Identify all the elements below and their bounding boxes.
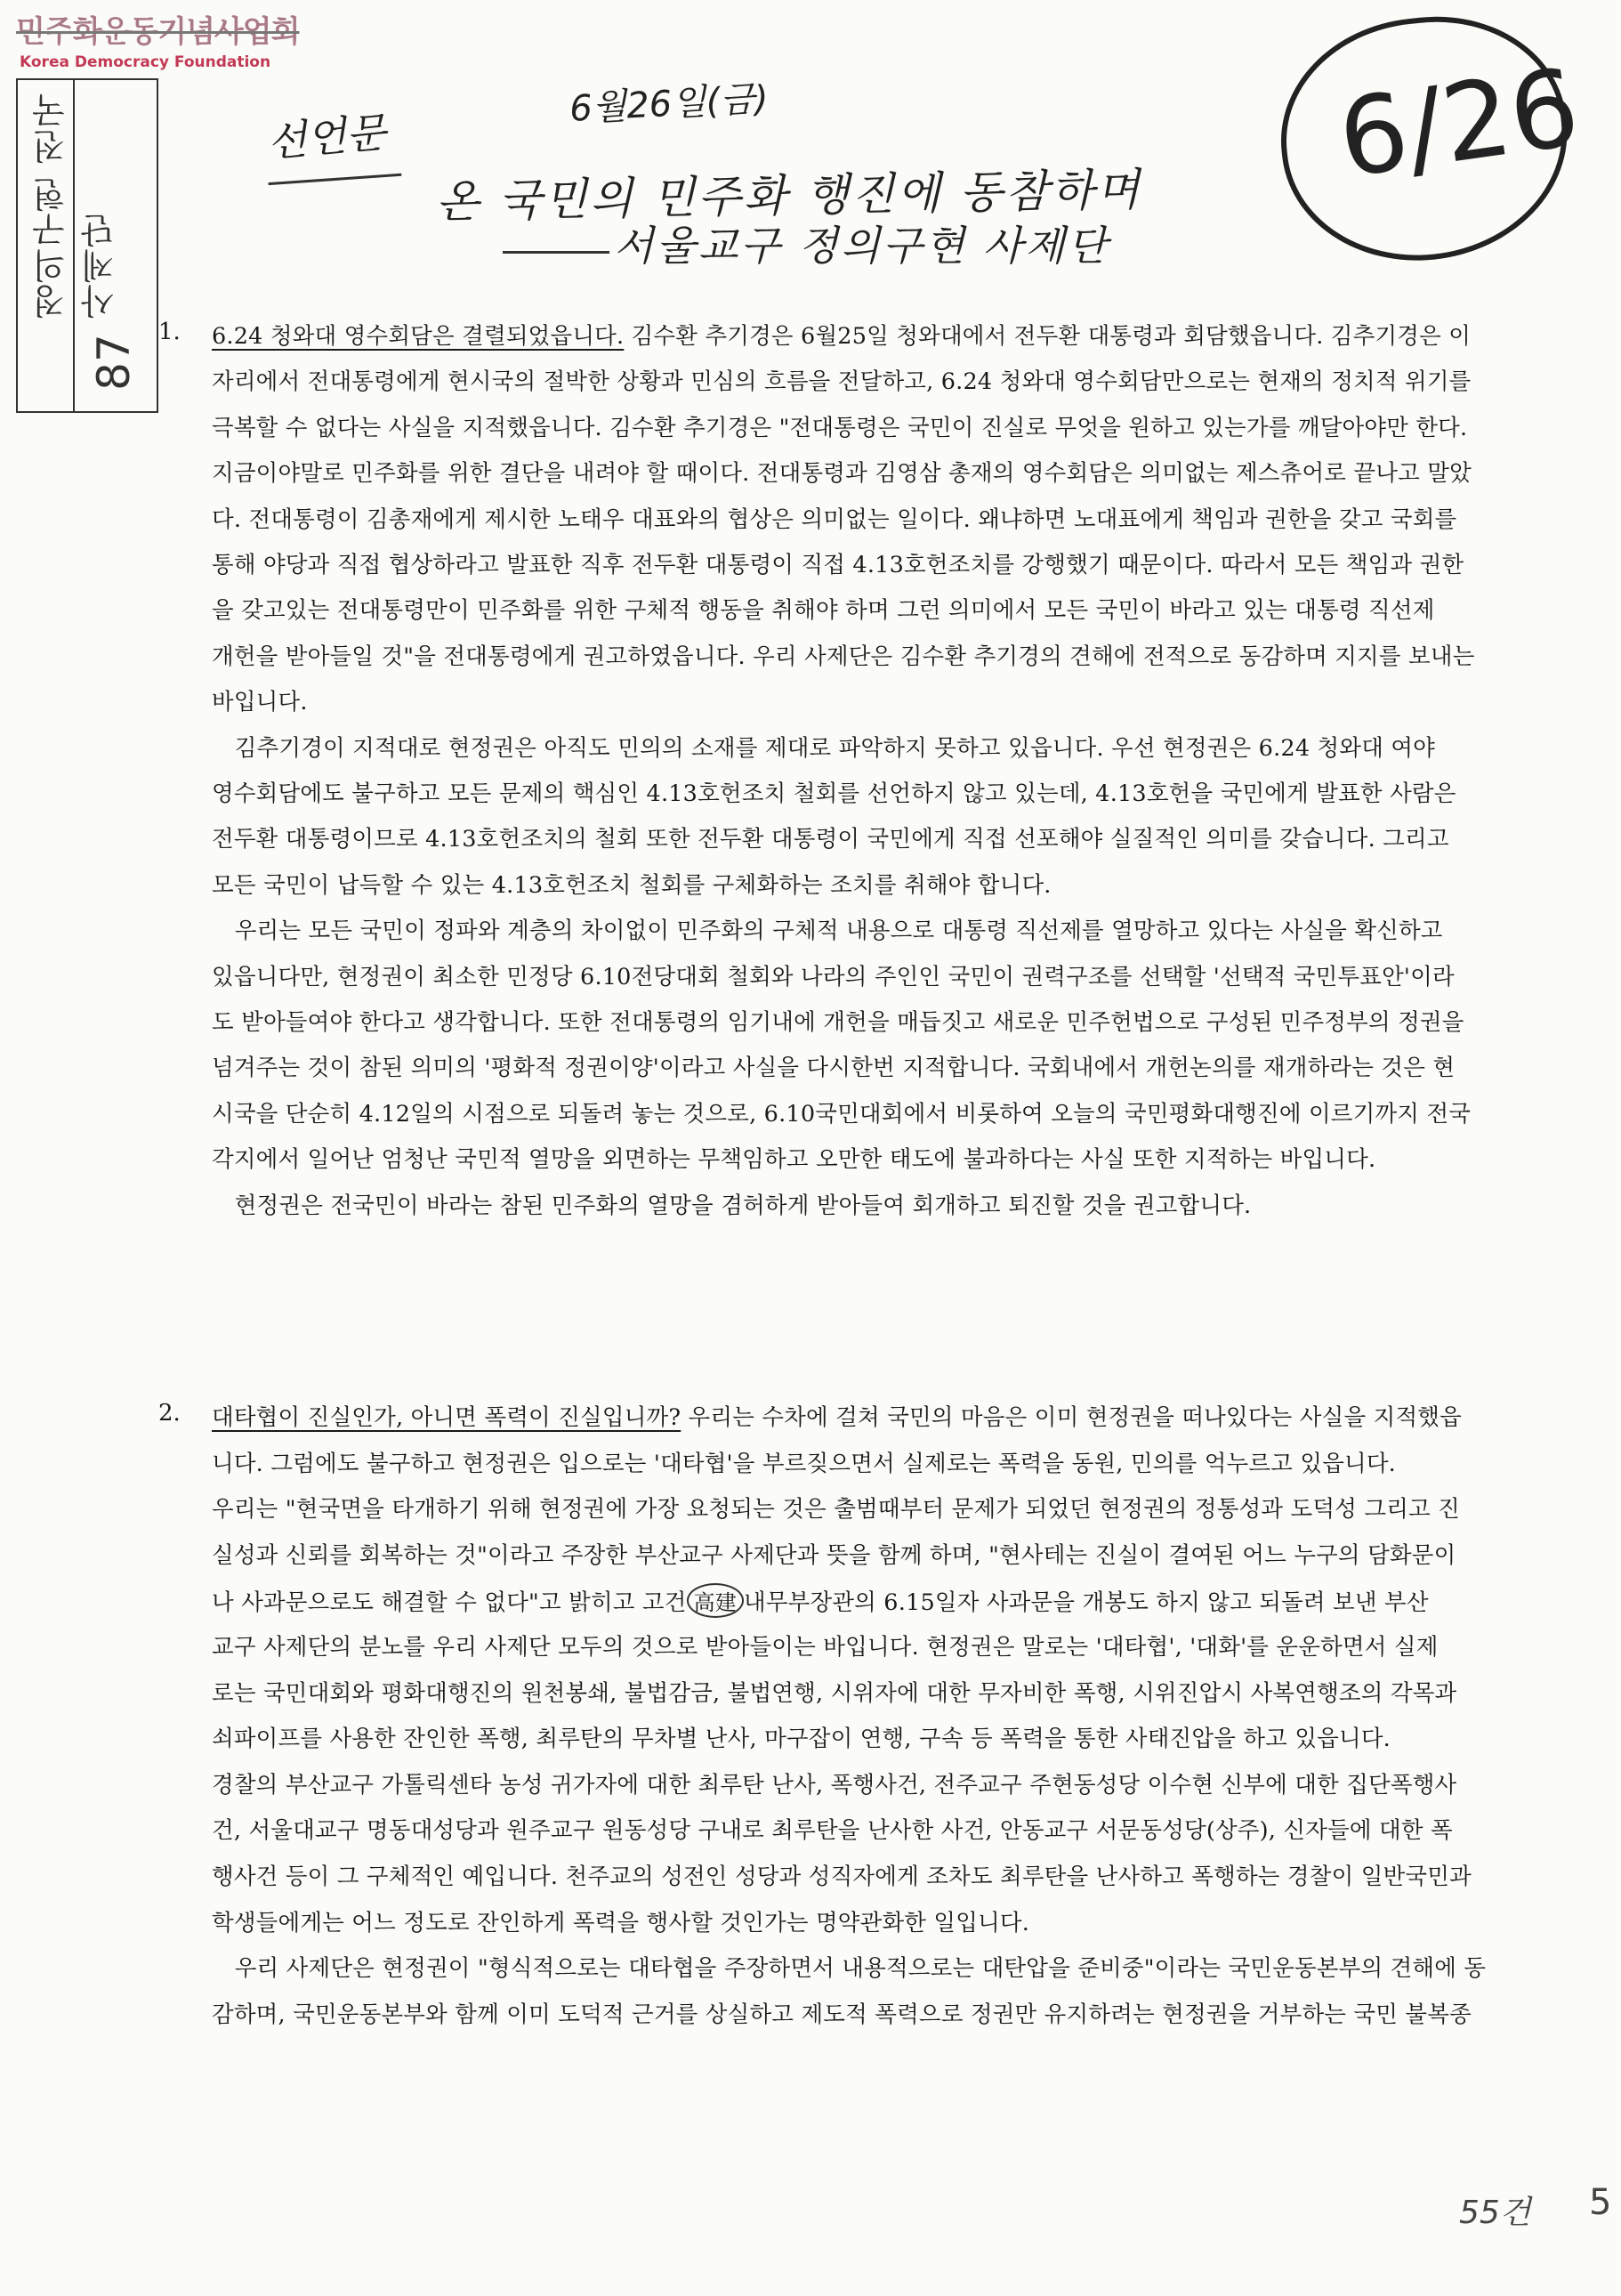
scribble-mark-2 — [503, 221, 609, 254]
watermark-english: Korea Democracy Foundation — [20, 53, 271, 71]
handwritten-label: 선언문 — [265, 108, 388, 166]
text-line: 나 사과문으로도 해결할 수 없다"고 밝히고 고건 高建 내무부장관의 6.15일자 사과문을 개봉도 하지 않고 되돌려 보낸 부산 — [212, 1583, 1429, 1618]
section-number: 1. — [158, 319, 181, 345]
underlined-heading: 대타협이 진실인가, 아니면 폭력이 진실입니까? — [212, 1404, 681, 1431]
text-line: 통해 야당과 직접 협상하라고 발표한 직후 전두환 대통령이 직접 4.13호헌조치를 강행했기 때문이다. 따라서 모든 책임과 권한 — [212, 552, 1464, 578]
archive-stamp — [16, 78, 160, 434]
text-line: 니다. 그럼에도 불구하고 현정권은 입으로는 '대타협'을 부르짖으면서 실제로는 폭력을 동원, 민의를 억누르고 있읍니다. — [212, 1450, 1396, 1477]
text-line: 현정권은 전국민이 바라는 참된 민주화의 열망을 겸허하게 받아들여 회개하고 퇴진할 것을 권고합니다. — [212, 1192, 1252, 1219]
page-mark: 55건 — [1459, 2195, 1531, 2231]
circled-date-text: 6/26 — [1331, 45, 1586, 203]
handwritten-title: 온 국민의 민주화 행진에 동참하며 — [435, 164, 1143, 228]
text-line: 건, 서울대교구 명동대성당과 원주교구 원동성당 구내로 최루탄을 난사한 사건, 안동교구 서문동성당(상주), 신자들에 대한 폭 — [212, 1817, 1453, 1845]
text-line: 전두환 대통령이므로 4.13호헌조치의 철회 또한 전두환 대통령이 국민에게 직접 선포해야 실질적인 의미를 갖습니다. 그리고 — [212, 826, 1449, 853]
text-line: 감하며, 국민운동본부와 함께 이미 도덕적 근거를 상실하고 제도적 폭력으로 정권만 유지하려는 현정권을 거부하는 국민 불복종 — [212, 2001, 1472, 2028]
text-line: 넘겨주는 것이 참된 의미의 '평화적 정권이양'이라고 사실을 다시한번 지적합니다. 국회내에서 개헌논의를 재개하라는 것은 현 — [212, 1055, 1456, 1082]
text-line: 시국을 단순히 4.12일의 시점으로 되돌려 놓는 것으로, 6.10국민대회에서 비롯하여 오늘의 국민평화대행진에 이르기까지 전국 — [212, 1100, 1472, 1128]
text-line: 개헌을 받아들일 것"을 전대통령에게 권고하였읍니다. 우리 사제단은 김수환 추기경의 견해에 전적으로 동감하며 지지를 보내는 — [212, 643, 1475, 670]
section-number: 2. — [158, 1400, 181, 1427]
text-line: 로는 국민대회와 평화대행진의 원천봉쇄, 불법감금, 불법연행, 시위자에 대한 무자비한 폭행, 시위진압시 사복연행조의 각목과 — [212, 1679, 1457, 1707]
text-line: 학생들에게는 어느 정도로 잔인하게 폭력을 행사할 것인가는 명약관화한 일입니다. — [212, 1909, 1030, 1936]
text-line: 각지에서 일어난 엄청난 국민적 열망을 외면하는 무책임하고 오만한 태도에 불과하다는 사실 또한 지적하는 바입니다. — [212, 1146, 1376, 1174]
text-line: 있읍니다만, 현정권이 최소한 민정당 6.10전당대회 철회와 나라의 주인인 국민이 권력구조를 선택할 '선택적 국민투표안'이라 — [212, 963, 1455, 990]
text-line: 행사건 등이 그 구체적인 예입니다. 천주교의 성전인 성당과 성직자에게 조차도 최루탄을 난사하고 폭행하는 경찰이 일반국민과 — [212, 1863, 1472, 1890]
text-line: 실성과 신뢰를 회복하는 것"이라고 주장한 부산교구 사제단과 뜻을 함께 하며, "현사테는 진실이 결여된 어느 누구의 담화문이 — [212, 1541, 1456, 1569]
text-line: 쇠파이프를 사용한 잔인한 폭행, 최루탄의 무차별 난사, 마구잡이 연행, 구속 등 폭력을 통한 사태진압을 하고 있읍니다. — [212, 1726, 1391, 1753]
text-line: 우리는 모든 국민이 정파와 계층의 차이없이 민주화의 구체적 내용으로 대통령 직선제를 열망하고 있다는 사실을 확신하고 — [212, 918, 1443, 945]
watermark-korean: 민주화운동기념사업회 — [16, 14, 300, 50]
text-line: 도 받아들여야 한다고 생각합니다. 또한 전대통령의 임기내에 개헌을 매듭짓고 새로운 민주헌법으로 구성된 민주정부의 정권을 — [212, 1009, 1464, 1036]
text-line: 바입니다. — [212, 689, 308, 716]
text-line: 다. 전대통령이 김총재에게 제시한 노태우 대표와의 협상은 의미없는 일이다. 왜냐하면 노대표에게 책임과 권한을 갖고 국회를 — [212, 505, 1457, 533]
stamp-text: 정의구현 전국 사제단 — [32, 92, 120, 319]
circled-hanja: 高建 — [687, 1583, 744, 1618]
text-line: 극복할 수 없다는 사실을 지적했읍니다. 김수환 추기경은 "전대통령은 국민이 진실로 무엇을 원하고 있는가를 깨달아야만 한다. — [212, 414, 1468, 441]
text-line: 우리는 "현국면을 타개하기 위해 현정권에 가장 요청되는 것은 출범때부터 문제가 되었던 현정권의 정통성과 도덕성 그리고 진 — [212, 1496, 1461, 1524]
handwritten-date: 6월26일(금) — [569, 78, 770, 130]
underlined-heading: 6.24 청와대 영수회담은 결렬되었읍니다. — [212, 323, 625, 350]
stamp-number: 87 — [87, 334, 140, 391]
scribble-mark — [266, 138, 402, 185]
text-line: 대타협이 진실인가, 아니면 폭력이 진실입니까? 우리는 수차에 걸쳐 국민의 마음은 이미 현정권을 떠나있다는 사실을 지적했읍 — [212, 1404, 1462, 1431]
text-line: 지금이야말로 민주화를 위한 결단을 내려야 할 때이다. 전대통령과 김영삼 총재의 영수회담은 의미없는 제스츄어로 끝나고 말았 — [212, 460, 1472, 488]
edge-mark: 5 — [1589, 2182, 1612, 2223]
text-line: 교구 사제단의 분노를 우리 사제단 모두의 것으로 받아들이는 바입니다. 현정권은 말로는 '대타협', '대화'를 운운하면서 실제 — [212, 1634, 1439, 1661]
text-line: 모든 국민이 납득할 수 있는 4.13호헌조치 철회를 구체화하는 조치를 취해야 합니다. — [212, 871, 1052, 899]
text-line: 영수회담에도 불구하고 모든 문제의 핵심인 4.13호헌조치 철회를 선언하지 않고 있는데, 4.13호헌을 국민에게 발표한 사람은 — [212, 780, 1456, 807]
text-line: 경찰의 부산교구 가톨릭센타 농성 귀가자에 대한 최루탄 난사, 폭행사건, 전주교구 주현동성당 이수현 신부에 대한 집단폭행사 — [212, 1771, 1457, 1799]
text-line: 6.24 청와대 영수회담은 결렬되었읍니다. 김수환 추기경은 6월25일 청와대에서 전두환 대통령과 회담했읍니다. 김추기경은 이 — [212, 323, 1472, 350]
handwritten-subtitle: 서울교구 정의구현 사제단 — [614, 222, 1110, 270]
text-line: 을 갖고있는 전대통령만이 민주화를 위한 구체적 행동을 취해야 하며 그런 의미에서 모든 국민이 바라고 있는 대통령 직선제 — [212, 597, 1435, 625]
text-line: 자리에서 전대통령에게 현시국의 절박한 상황과 민심의 흐름을 전달하고, 6.24 청와대 영수회담만으로는 현재의 정치적 위기를 — [212, 368, 1472, 396]
text-line: 우리 사제단은 현정권이 "형식적으로는 대타협을 주장하면서 내용적으로는 대탄압을 준비중"이라는 국민운동본부의 견해에 동 — [212, 1955, 1487, 1983]
text-line: 김추기경이 지적대로 현정권은 아직도 민의의 소재를 제대로 파악하지 못하고 있읍니다. 우선 현정권은 6.24 청와대 여야 — [212, 734, 1436, 762]
